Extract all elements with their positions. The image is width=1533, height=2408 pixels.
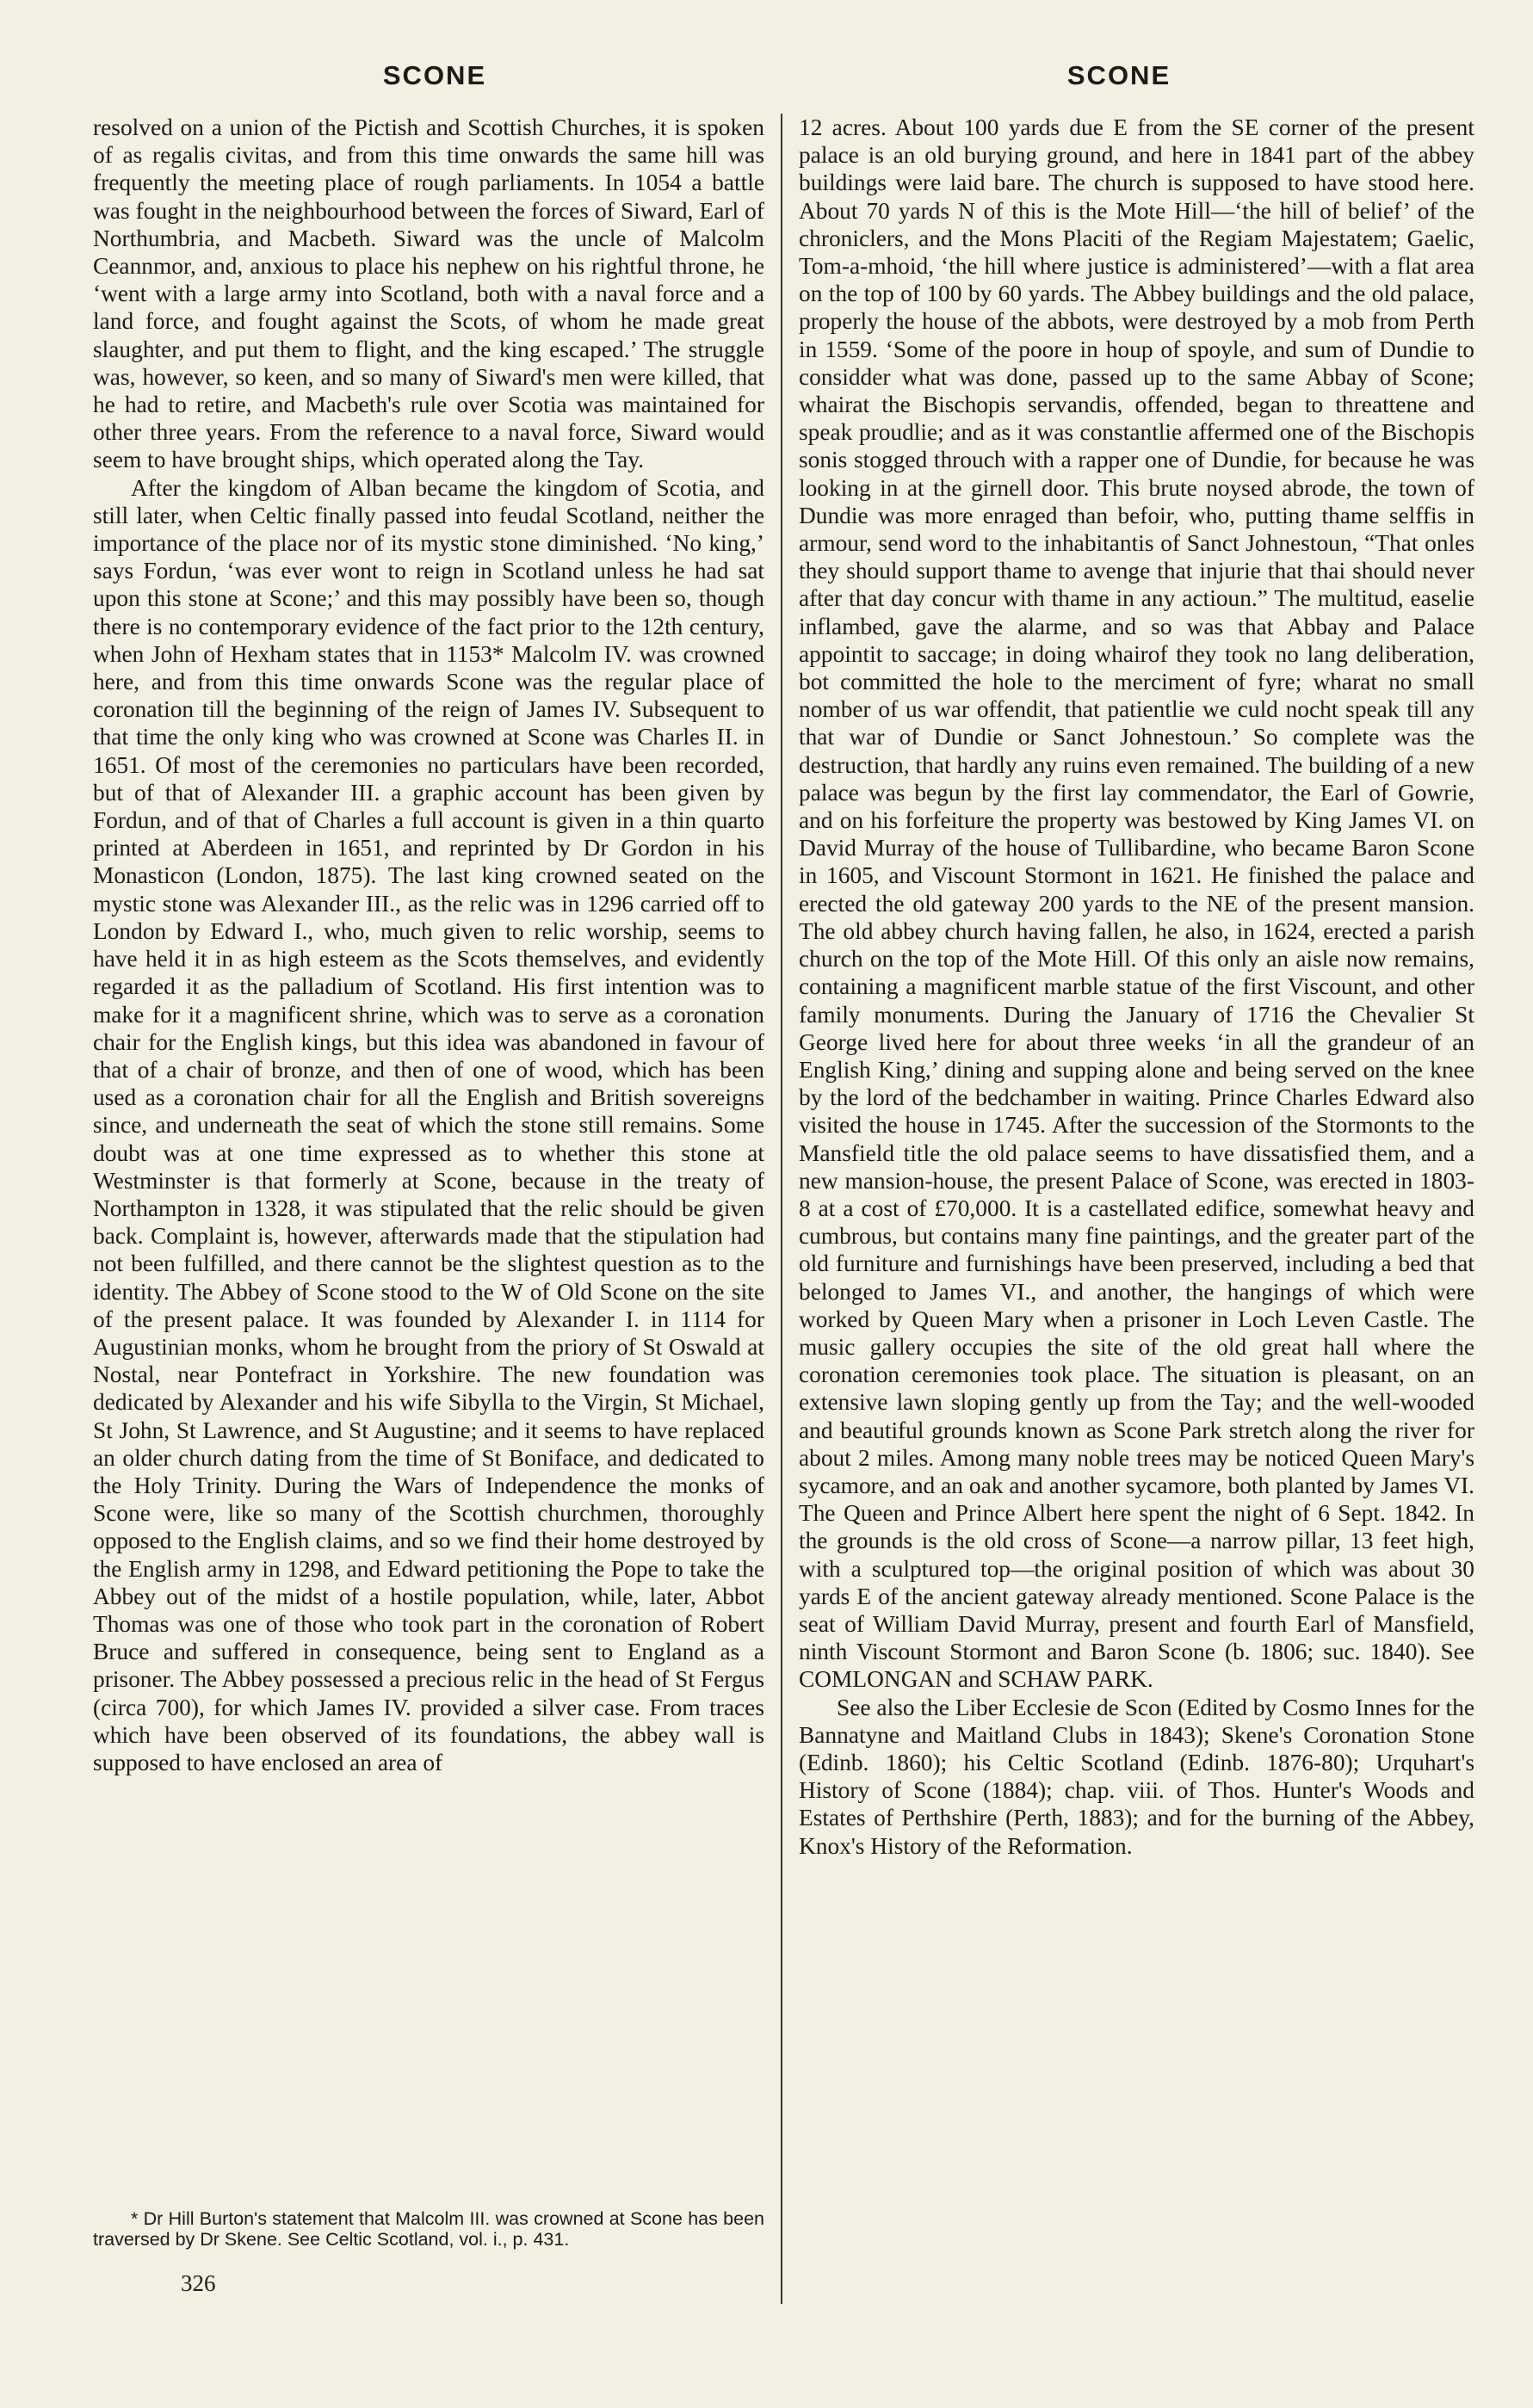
right-column <box>799 114 1474 1860</box>
paragraph: After the kingdom of Alban became the kingdom of Scotia, and still later, when Celtic finally passed into feudal Scotland, neither the importance of the place nor of its mystic stone diminished. ‘No king,’ says Fordun, ‘was ever wont to reign in Scotland unless he had sat upon this stone at Scone;’ and this may possibly have been so, though there is no contemporary evidence of the fact prior to the 12th century, when John of Hexham states that in 1153* Malcolm IV. was crowned here, and from this time onwards Scone was the regular place of coronation till the beginning of the reign of James IV. Subsequent to that time the only king who was crowned at Scone was Charles II. in 1651. Of most of the ceremonies no particulars have been recorded, but of that of Alexander III. a graphic account has been given by Fordun, and of that of Charles a full account is given in a thin quarto printed at Aberdeen in 1651, and reprinted by Dr Gordon in his Monasticon (London, 1875). The last king crowned seated on the mystic stone was Alexander III., as the relic was in 1296 carried off to London by Edward I., who, much given to relic worship, seems to have held it in as high esteem as the Scots themselves, and evidently regarded it as the palladium of Scotland. His first intention was to make for it a magnificent shrine, which was to serve as a coronation chair for the English kings, but this idea was abandoned in favour of that of a chair of bronze, and then of one of wood, which has been used as a coronation chair for all the English and British sovereigns since, and underneath the seat of which the stone still remains. Some doubt was at one time expressed as to whether this stone at Westminster is that formerly at Scone, because in the treaty of Northampton in 1328, it was stipulated that the relic should be given back. Complaint is, however, afterwards made that the stipulation had not been fulfilled, and there cannot be the slightest question as to the identity. The Abbey of Scone stood to the W of Old Scone on the site of the present palace. It was founded by Alexander I. in 1114 for Augustinian monks, whom he brought from the priory of St Oswald at Nostal, near Pontefract in Yorkshire. The new foundation was dedicated by Alexander and his wife Sibylla to the Virgin, St Michael, St John, St Lawrence, and St Augustine; and it seems to have replaced an older church dating from the time of St Boniface, and dedicated to the Holy Trinity. During the Wars of Independence the monks of Scone were, like so many of the Scottish churchmen, thoroughly opposed to the English claims, and so we find their home destroyed by the English army in 1298, and Edward petitioning the Pope to take the Abbey out of the midst of a hostile population, while, later, Abbot Thomas was one of those who took part in the coronation of Robert Bruce and suffered in consequence, being sent to England as a prisoner. The Abbey possessed a precious relic in the head of St Fergus (circa 700), for which James IV. provided a silver case. From traces which have been observed of its foundations, the abbey wall is supposed to have enclosed an area of <box>93 474 764 1775</box>
footnote: * Dr Hill Burton's statement that Malcolm III. was crowned at Scone has been traversed by Dr Skene. See Celtic Scotland, vol. i., p. 431. <box>93 2208 764 2250</box>
running-head-right: SCONE <box>1066 60 1171 90</box>
paragraph: 12 acres. About 100 yards due E from the SE corner of the present palace is an old burying ground, and here in 1841 part of the abbey buildings were laid bare. The church is supposed to have stood here. About 70 yards N of this is the Mote Hill—‘the hill of belief’ of the chroniclers, and the Mons Placiti of the Regiam Majestatem; Gaelic, Tom-a-mhoid, ‘the hill where justice is administered’—with a flat area on the top of 100 by 60 yards. The Abbey buildings and the old palace, properly the house of the abbots, were destroyed by a mob from Perth in 1559. ‘Some of the poore in houp of spoyle, and sum of Dundie to considder what was done, passed up to the same Abbay of Scone; whairat the Bischopis servandis, offended, began to threattene and speak proudlie; and as it was constantlie affermed one of the Bischopis sonis stogged throuch with a rapper one of Dundie, for because he was looking in at the girnell door. This brute noysed abrode, the town of Dundie was more enraged than befoir, who, putting thame selffis in armour, send word to the inhabitantis of Sanct Johnestoun, “That onles they should support thame to avenge that injurie that thai should never after that day concur with thame in any actioun.” The multitud, easelie inflambed, gave the alarme, and so was that Abbay and Palace appointit to saccage; in doing whairof they took no lang deliberation, bot committed the hole to the merciment of fyre; wharat no small nomber of us war offendit, that patientlie we culd nocht speak till any that war of Dundie or Sanct Johnestoun.’ So complete was the destruction, that hardly any ruins even remained. The building of a new palace was begun by the first lay commendator, the Earl of Gowrie, and on his forfeiture the property was bestowed by King James VI. on David Murray of the house of Tullibardine, who became Baron Scone in 1605, and Viscount Stormont in 1621. He finished the palace and erected the old gateway 200 yards to the NE of the present mansion. The old abbey church having fallen, he also, in 1624, erected a parish church on the top of the Mote Hill. Of this only an aisle now remains, containing a magnificent marble statue of the first Viscount, and other family monuments. During the January of 1716 the Chevalier St George lived here for about three weeks ‘in all the grandeur of an English King,’ dining and supping alone and being served on the knee by the lord of the bedchamber in waiting. Prince Charles Edward also visited the house in 1745. After the succession of the Stormonts to the Mansfield title the old palace seems to have dissatisfied them, and a new mansion-house, the present Palace of Scone, was erected in 1803-8 at a cost of £70,000. It is a castellated edifice, somewhat heavy and cumbrous, but contains many fine paintings, and the greater part of the old furniture and furnishings have been preserved, including a bed that belonged to James VI., and another, the hangings of which were worked by Queen Mary when a prisoner in Loch Leven Castle. The music gallery occupies the site of the old great hall where the coronation ceremonies took place. The situation is pleasant, on an extensive lawn sloping gently up from the Tay; and the well-wooded and beautiful grounds known as Scone Park stretch along the river for about 2 miles. Among many noble trees may be noticed Queen Mary's sycamore, and an oak and another sycamore, both planted by James VI. The Queen and Prince Albert here spent the night of 6 Sept. 1842. In the grounds is the old cross of Scone—a narrow pillar, 13 feet high, with a sculptured top—the original position of which was about 30 yards E of the ancient gateway already mentioned. Scone Palace is the seat of William David Murray, present and fourth Earl of Mansfield, ninth Viscount Stormont and Baron Scone (b. 1806; suc. 1840). See COMLONGAN and SCHAW PARK. <box>799 114 1474 1693</box>
paragraph: See also the Liber Ecclesie de Scon (Edited by Cosmo Innes for the Bannatyne and Maitland Clubs in 1843); Skene's Coronation Stone (Edinb. 1860); his Celtic Scotland (Edinb. 1876-80); Urquhart's History of Scone (1884); chap. viii. of Thos. Hunter's Woods and Estates of Perthshire (Perth, 1883); and for the burning of the Abbey, Knox's History of the Reformation. <box>799 1694 1474 1859</box>
left-column <box>93 114 764 1776</box>
paragraph: resolved on a union of the Pictish and Scottish Churches, it is spoken of as regalis civitas, and from this time onwards the same hill was frequently the meeting place of rough parliaments. In 1054 a battle was fought in the neighbourhood between the forces of Siward, Earl of Northumbria, and Macbeth. Siward was the uncle of Malcolm Ceannmor, and, anxious to place his nephew on his rightful throne, he ‘went with a large army into Scotland, both with a naval force and a land force, and fought against the Scots, of whom he made great slaughter, and put them to flight, and the king escaped.’ The struggle was, however, so keen, and so many of Siward's men were killed, that he had to retire, and Macbeth's rule over Scotia was maintained for other three years. From the reference to a naval force, Siward would seem to have brought ships, which operated along the Tay. <box>93 114 764 473</box>
page-number: 326 <box>181 2270 216 2296</box>
running-head-left: SCONE <box>382 60 487 90</box>
column-divider <box>781 114 782 2304</box>
